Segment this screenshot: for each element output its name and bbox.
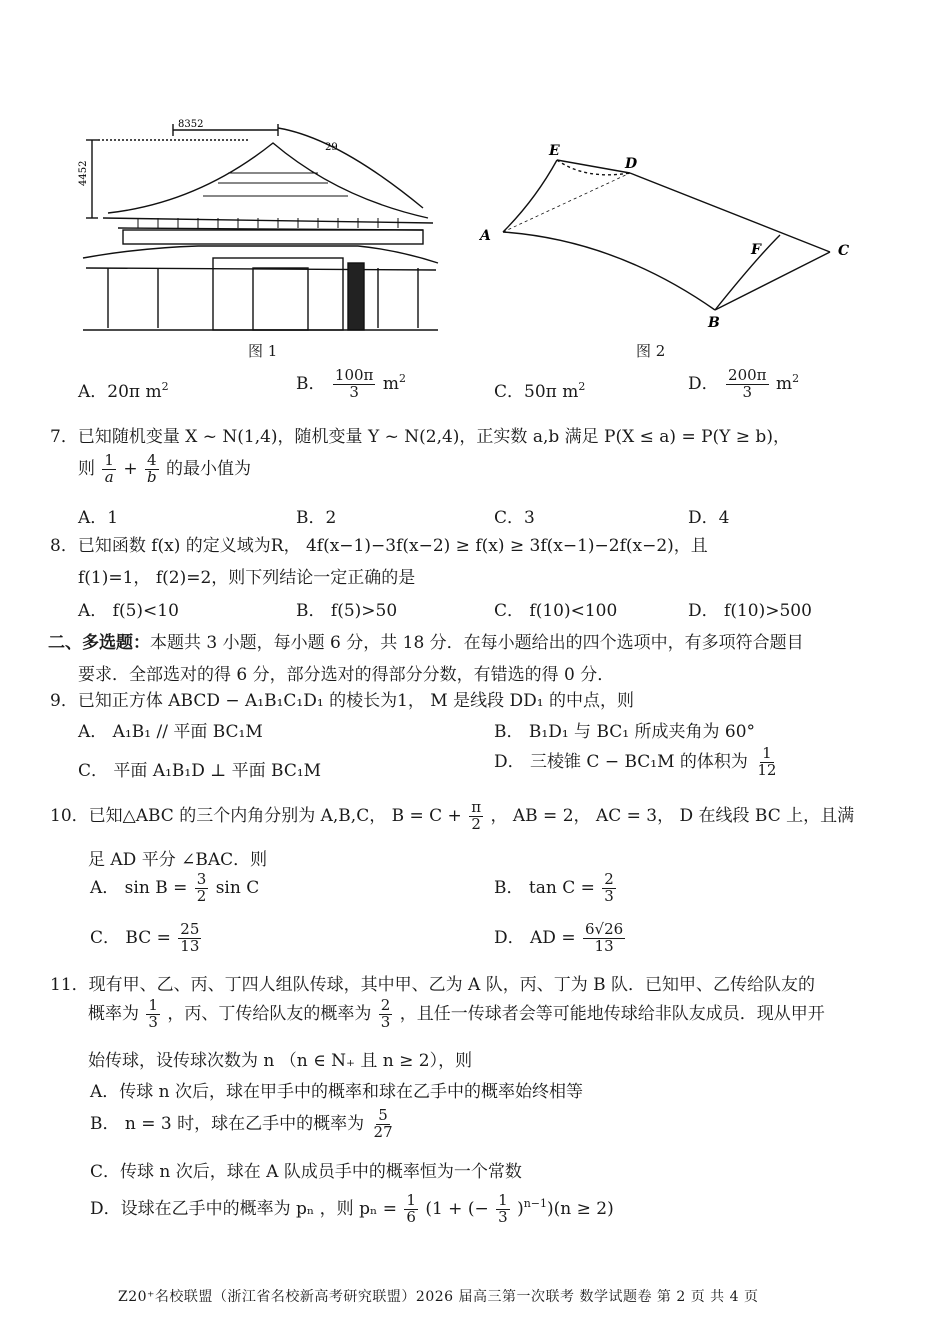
figure-2: [475, 140, 860, 335]
section-2-header-line2: 要求．全部选对的得 6 分，部分选对的得部分分数，有错选的得 0 分．: [78, 665, 615, 685]
point-d-label: D: [625, 156, 638, 172]
figure-1-caption: 图 1: [248, 342, 278, 360]
q11-stem-line1: 11．现有甲、乙、丙、丁四人组队传球，其中甲、乙为 A 队，丙、丁为 B 队．已知甲、乙传给队友的: [50, 975, 816, 995]
q9-option-d: D． 三棱锥 C − BC₁M 的体积为 $\frac{1}{12}$: [494, 744, 777, 779]
q11-option-b: B． n = 3 时，球在乙手中的概率为 $\frac{5}{27}$: [90, 1106, 393, 1141]
q7-option-c: C．3: [494, 508, 535, 528]
q11-option-d: D．设球在乙手中的概率为 pₙ ，则 pₙ = $\frac{1}{6}$ (1 + (− $\frac{1}{3}$ )$^{n-1}$)(n ≥ 2): [90, 1191, 614, 1226]
q9-option-a: A． A₁B₁ // 平面 BC₁M: [78, 722, 263, 742]
figure-1: [78, 118, 443, 333]
figure-2-caption: 图 2: [636, 342, 666, 360]
roof-surface-diagram: [475, 140, 860, 335]
q9-stem: 9．已知正方体 ABCD − A₁B₁C₁D₁ 的棱长为1， M 是线段 DD₁ 的中点，则: [50, 691, 634, 711]
q11-option-a: A．传球 n 次后，球在甲手中的概率和球在乙手中的概率始终相等: [90, 1082, 584, 1102]
q7-stem-line1: 7．已知随机变量 X ~ N(1,4)，随机变量 Y ~ N(2,4)，正实数 a,b 满足 P(X ≤ a) = P(Y ≥ b)，: [50, 427, 790, 447]
q11-stem-line3: 始传球，设传球次数为 n （n ∈ N₊ 且 n ≥ 2），则: [88, 1051, 473, 1071]
q9-option-c: C． 平面 A₁B₁D ⊥ 平面 BC₁M: [78, 761, 322, 781]
q7-option-b: B．2: [296, 508, 337, 528]
q11-stem-line2: 概率为 $\frac{1}{3}$ ，丙、丁传给队友的概率为 $\frac{2}{3}$ ，且任一传球者会等可能地传球给非队友成员．现从甲开: [88, 996, 825, 1031]
q8-stem-line2: f(1)=1， f(2)=2，则下列结论一定正确的是: [78, 568, 416, 588]
point-b-label: B: [708, 315, 720, 331]
q6-option-b: B． $\frac{100\pi}{3}$ $m^2$: [296, 366, 406, 401]
fig1-width-label: 8352: [178, 119, 204, 130]
section-2-header: 二、多选题：本题共 3 小题，每小题 6 分，共 18 分．在每小题给出的四个选项中，有多项符合题目: [48, 633, 804, 653]
fig1-height-label: 4452: [78, 160, 89, 186]
q6-option-a: A．20π $m^2$: [78, 380, 169, 402]
point-e-label: E: [549, 143, 560, 159]
q8-option-d: D． f(10)>500: [688, 601, 812, 621]
q7-option-d: D．4: [688, 508, 730, 528]
q8-option-a: A． f(5)<10: [78, 601, 179, 621]
page-footer: Z20⁺名校联盟（浙江省名校新高考研究联盟）2026 届高三第一次联考 数学试题卷 第 2 页 共 4 页: [118, 1289, 759, 1305]
point-c-label: C: [838, 243, 850, 259]
q10-option-a: A． sin B = $\frac{3}{2}$ sin C: [90, 870, 260, 905]
q6-option-d: D． $\frac{200\pi}{3}$ $m^2$: [688, 366, 800, 401]
q9-option-b: B． B₁D₁ 与 BC₁ 所成夹角为 60°: [494, 722, 756, 742]
fig1-arc-label: 29: [325, 142, 338, 153]
point-a-label: A: [480, 228, 491, 244]
q10-option-c: C． BC = $\frac{25}{13}$: [90, 920, 200, 955]
q8-option-b: B． f(5)>50: [296, 601, 398, 621]
q10-stem-line1: 10．已知△ABC 的三个内角分别为 A,B,C， B = C + $\frac{\pi}{2}$ ， AB = 2， AC = 3， D 在线段 BC 上，且满: [50, 798, 855, 833]
point-f-label: F: [751, 242, 761, 258]
q7-option-a: A．1: [78, 508, 119, 528]
q7-stem-line2: 则 $\frac{1}{a}$ + $\frac{4}{b}$ 的最小值为: [78, 451, 252, 486]
q10-option-b: B． tan C = $\frac{2}{3}$: [494, 870, 614, 905]
q8-stem-line1: 8．已知函数 f(x) 的定义域为R， 4f(x−1)−3f(x−2) ≥ f(x) ≥ 3f(x−1)−2f(x−2)，且: [50, 536, 708, 556]
q10-stem-line2: 足 AD 平分 ∠BAC．则: [88, 850, 268, 870]
q6-option-c: C．50π $m^2$: [494, 380, 586, 402]
q8-option-c: C． f(10)<100: [494, 601, 618, 621]
temple-illustration: [78, 118, 443, 333]
q10-option-d: D． AD = $\frac{6√26}{13}$: [494, 920, 624, 955]
q11-option-c: C．传球 n 次后，球在 A 队成员手中的概率恒为一个常数: [90, 1162, 522, 1182]
